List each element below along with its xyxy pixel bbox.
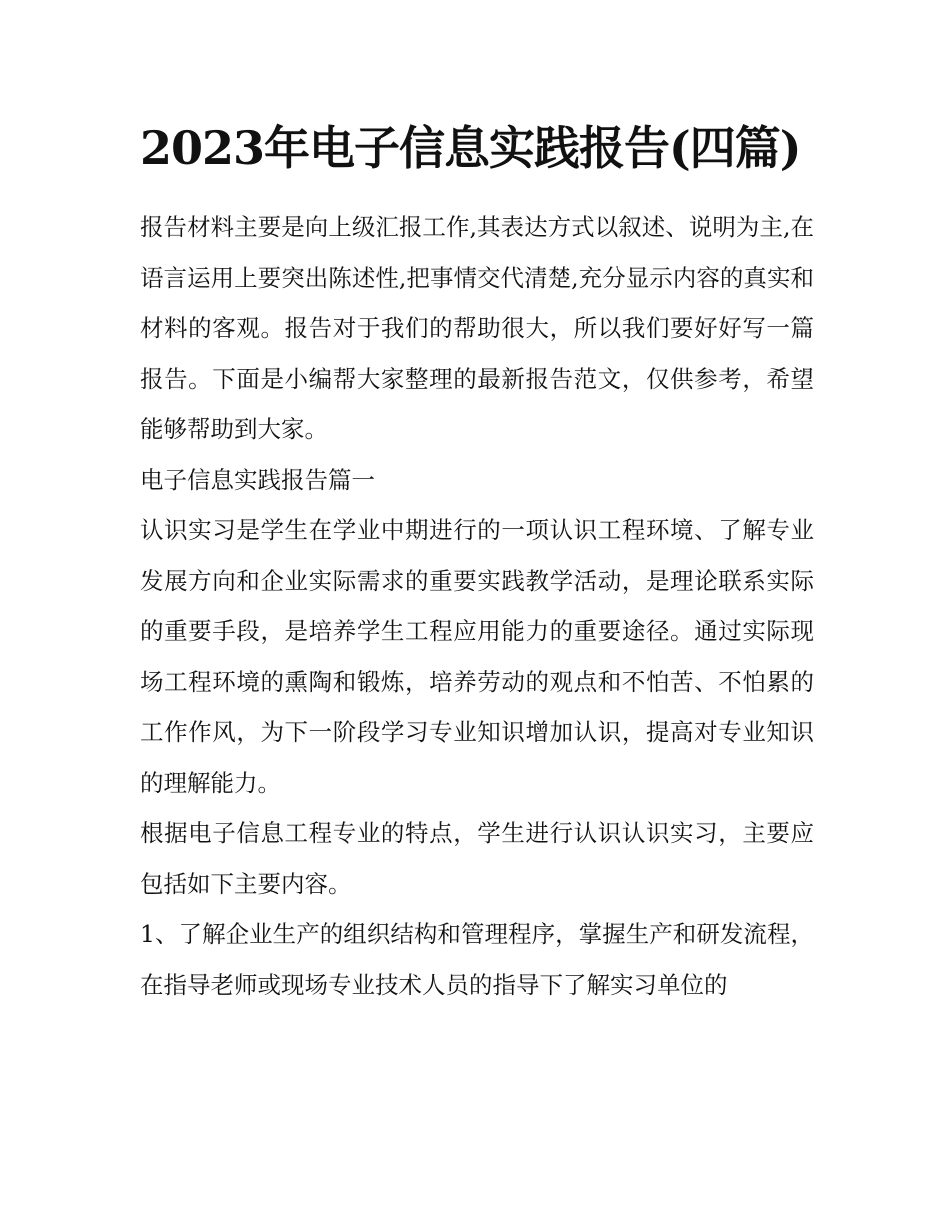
document-page [140,116,814,1010]
intro-paragraph: 报告材料主要是向上级汇报工作,其表达方式以叙述、说明为主,在语言运用上要突出陈述性,把事情交代清楚,充分显示内容的真实和材料的客观。报告对于我们的帮助很大，所以我们要好好写一篇报告。下面是小编帮大家整理的最新报告范文，仅供参考，希望能够帮助到大家。 [140,213,814,443]
document-title: 2023年电子信息实践报告(四篇) [140,121,801,175]
body-paragraph: 根据电子信息工程专业的特点，学生进行认识认识实习，主要应包括如下主要内容。 [140,819,814,898]
section-heading: 电子信息实践报告篇一 [140,465,375,494]
list-item: 1、了解企业生产的组织结构和管理程序，掌握生产和研发流程，在指导老师或现场专业技术人员的指导下了解实习单位的 [140,920,814,999]
body-paragraph: 认识实习是学生在学业中期进行的一项认识工程环境、了解专业发展方向和企业实际需求的重要实践教学活动，是理论联系实际的重要手段，是培养学生工程应用能力的重要途径。通过实际现场工程环境的熏陶和锻炼，培养劳动的观点和不怕苦、不怕累的工作作风，为下一阶段学习专业知识增加认识，提高对专业知识的理解能力。 [140,516,814,797]
